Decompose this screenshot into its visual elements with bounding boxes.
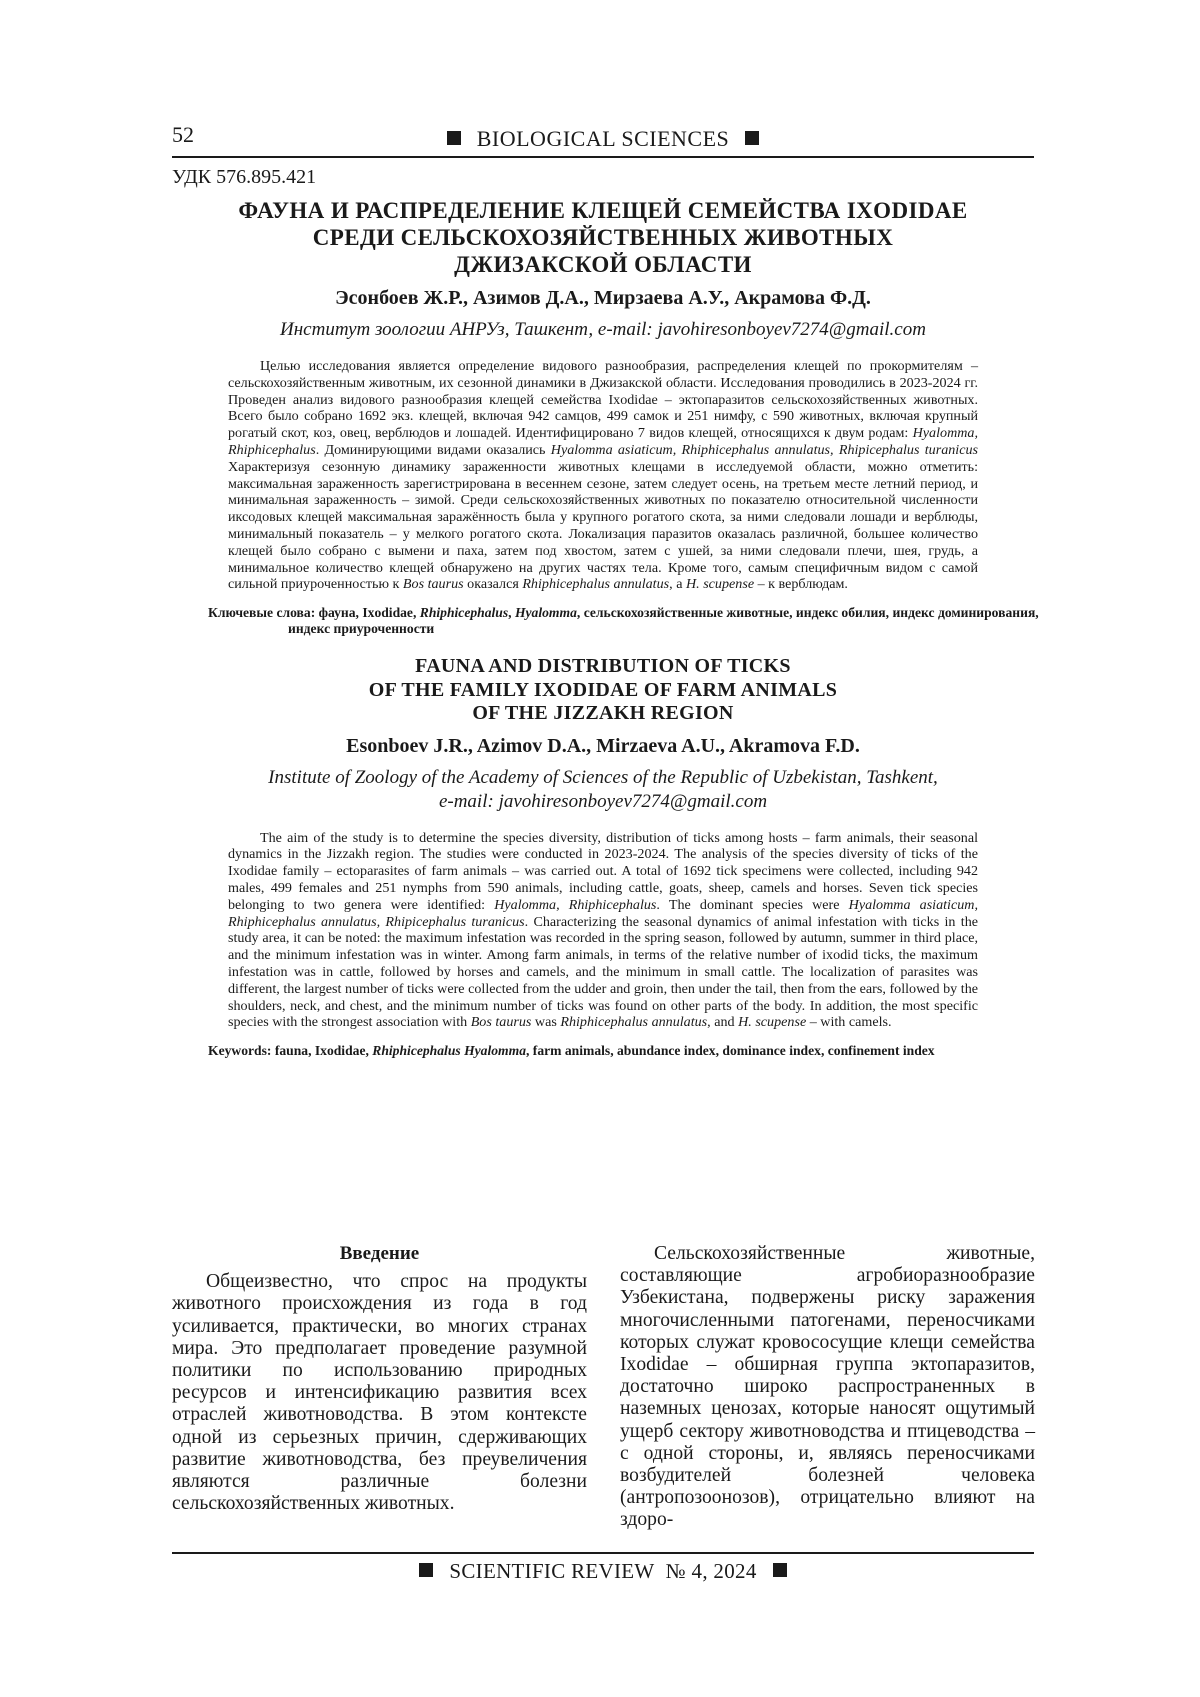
- section-name: BIOLOGICAL SCIENCES: [476, 126, 730, 151]
- ru-affiliation: Институт зоологии АНРУз, Ташкент, e-mail: javohiresonboyev7274@gmail.com: [280, 319, 926, 340]
- en-abstract-italic: Rhiphicephalus annulatus: [560, 1014, 708, 1031]
- ru-abstract-italic: Bos taurus: [402, 576, 464, 593]
- ru-keywords-text: , сельскохозяйственные животные, индекс обилия, индекс доминирования, индекс приуроченности: [288, 605, 1039, 637]
- en-abstract-text: – with camels.: [806, 1014, 892, 1031]
- en-abstract-italic: Hyalomma, Rhiphicephalus: [494, 896, 657, 913]
- ru-title-line: ФАУНА И РАСПРЕДЕЛЕНИЕ КЛЕЩЕЙ СЕМЕЙСТВА IXODIDAE: [238, 198, 968, 223]
- ru-keywords-text: Ключевые слова: фауна, Ixodidae,: [208, 605, 420, 621]
- ru-title: [172, 197, 1034, 278]
- square-bullet-icon: [419, 1563, 433, 1577]
- ru-keywords-italic: Rhiphicephalus: [419, 605, 509, 621]
- en-affiliation: [172, 766, 1034, 814]
- ru-keywords: [208, 605, 1078, 637]
- ru-abstract-text: – к верблюдам.: [754, 576, 848, 593]
- en-affiliation-line: e-mail: javohiresonboyev7274@gmail.com: [438, 790, 768, 812]
- article-page: [172, 118, 1039, 1583]
- intro-heading: Введение: [339, 1243, 420, 1264]
- en-abstract-text: . Characterizing the seasonal dynamics of animal infestation with ticks in the study area, it can be noted: the maximum infestation was recorded in the spring season, followed by autumn, summer in third place, and the minimum infestation was in winter. Among farm animals, in terms of the relative number of ixodid ticks, the maximum infestation was in cattle, followed by horses and camels, and the minimum in small cattle. The localization of parasites was different, the largest number of ticks were collected from the udder and groin, then under the tail, then from the ears, followed by the shoulders, neck, and chest, and the minimum number of ticks was found on other parts of the body. In addition, the most specific species with the strongest association with: [228, 913, 979, 1031]
- ru-authors: Эсонбоев Ж.Р., Азимов Д.А., Мирзаева А.У., Акрамова Ф.Д.: [335, 287, 871, 309]
- en-keywords: [208, 1043, 1078, 1059]
- page-header: [172, 118, 1034, 158]
- en-keywords-italic: Rhiphicephalus Hyalomma: [372, 1043, 526, 1059]
- ru-abstract-text: , а: [669, 576, 686, 593]
- en-abstract-text: was: [531, 1014, 561, 1031]
- ru-abstract-italic: Hyalomma, Rhiphicephalus: [228, 425, 978, 458]
- en-affiliation-line: Institute of Zoology of the Academy of Sciences of the Republic of Uzbekistan, Tashkent,: [268, 766, 938, 788]
- right-paragraph: Сельскохозяйственные животные, составляющие агробиоразнообразие Узбекистана, подвержены риску заражения многочисленными патогенами, переносчиками которых служат кровососущие клещи семейства Ixodidae – обширная группа эктопаразитов, достаточно широко распространенных в наземных ценозах, которые наносят ощутимый ущерб сектору животноводства и птицеводства – с одной стороны, и, являясь переносчиками возбудителей болезней человека (антропозоонозов), отрицательно влияют на здоро-: [620, 1243, 1035, 1531]
- ru-abstract-text: оказался: [463, 576, 523, 593]
- running-title: [172, 126, 1034, 152]
- en-title-line: FAUNA AND DISTRIBUTION OF TICKS: [415, 655, 791, 678]
- square-bullet-icon: [773, 1563, 787, 1577]
- en-keywords-text: Keywords: fauna, Ixodidae,: [208, 1043, 373, 1059]
- ru-abstract-italic: Rhiphicephalus annulatus: [522, 576, 670, 593]
- en-authors: Esonboev J.R., Azimov D.A., Mirzaeva A.U., Akramova F.D.: [346, 734, 860, 757]
- udk-code: УДК 576.895.421: [172, 166, 317, 188]
- en-abstract-text: . The dominant species were: [656, 896, 849, 913]
- issue-info: № 4, 2024: [665, 1559, 757, 1583]
- left-column: [172, 1243, 587, 1515]
- right-column: [620, 1243, 1035, 1532]
- journal-name: SCIENTIFIC REVIEW: [449, 1559, 655, 1583]
- en-abstract: [228, 830, 978, 1032]
- ru-title-line: СРЕДИ СЕЛЬСКОХОЗЯЙСТВЕННЫХ ЖИВОТНЫХ: [312, 225, 894, 250]
- ru-title-line: ДЖИЗАКСКОЙ ОБЛАСТИ: [454, 252, 752, 277]
- en-abstract-italic: Hyalomma asiaticum, Rhiphicephalus annulatus, Rhipicephalus turanicus: [228, 896, 978, 930]
- en-title-line: OF THE FAMILY IXODIDAE OF FARM ANIMALS: [368, 678, 838, 701]
- ru-abstract: [228, 358, 978, 593]
- ru-abstract-text: Характеризуя сезонную динамику зараженности животных клещами в исследуемой области, можно отметить: максимальная зараженность зарегистрирована в весеннем сезоне, затем следует осень, на третьем месте летний период, и минимальная зараженность – зимой. Среди сельскохозяйственных животных по показателю относительной численности иксодовых клещей максимальная заражённость была у крупного рогатого скота, за ними следовали лошади и верблюды, минимальный показатель – у мелкого рогатого скота. Локализация паразитов оказалась различной, большее количество клещей было собрано с вымени и паха, затем под хвостом, затем с ушей, за ними следовали плечи, шея, грудь, а минимальное количество клещей обнаружено на других частях тела. Кроме того, самым специфичным видом с самой сильной приуроченностью к: [228, 458, 978, 593]
- page-number: 52: [172, 122, 194, 147]
- ru-abstract-italic: H. scupense: [685, 576, 755, 593]
- page-footer: [172, 1552, 1034, 1584]
- ru-keywords-italic: Hyalomma: [514, 605, 577, 621]
- square-bullet-icon: [447, 131, 461, 145]
- en-abstract-italic: H. scupense: [738, 1014, 807, 1031]
- en-title: [172, 655, 1034, 726]
- square-bullet-icon: [745, 131, 759, 145]
- en-abstract-italic: Bos taurus: [470, 1014, 532, 1031]
- left-paragraph: Общеизвестно, что спрос на продукты животного происхождения из года в год усиливается, практически, во многих странах мира. Это предполагает проведение разумной политики по использованию природных ресурсов и интенсификацию развития всех отраслей животноводства. В этом контексте одной из серьезных причин, сдерживающих развитие животноводства, без преувеличения являются различные болезни сельскохозяйственных животных.: [172, 1271, 587, 1515]
- en-keywords-text: , farm animals, abundance index, dominance index, confinement index: [526, 1043, 935, 1059]
- ru-abstract-italic: Hyalomma asiaticum, Rhiphicephalus annulatus, Rhipicephalus turanicus: [550, 441, 978, 458]
- ru-abstract-text: . Доминирующими видами оказались: [315, 441, 551, 458]
- en-title-line: OF THE JIZZAKH REGION: [472, 702, 734, 725]
- en-abstract-text: The aim of the study is to determine the species diversity, distribution of ticks among hosts – farm animals, their seasonal dynamics in the Jizzakh region. The studies were conducted in 2023-2024. The analysis of the species diversity of ticks of the Ixodidae family – ectoparasites of farm animals – was carried out. A total of 1692 tick specimens were collected, including 942 males, 499 females and 251 nymphs from 590 animals, including cattle, goats, sheep, camels and horses. Seven tick species belonging to two genera were identified:: [228, 829, 978, 913]
- ru-abstract-text: Целью исследования является определение видового разнообразия, распределения клещей по прокормителям – сельскохозяйственным животным, их сезонной динамики в Джизакской области. Исследования проводились в 2023-2024 гг. Проведен анализ видового разнообразия клещей семейства Ixodidae – эктопаразитов сельскохозяйственных животных. Всего было собрано 1692 экз. клещей, включая 942 самцов, 499 самок и 251 нимфу, с 590 животных, включая крупный рогатый скот, коз, овец, верблюдов и лошадей. Идентифицировано 7 видов клещей, относящихся к двум родам:: [228, 358, 978, 442]
- en-abstract-text: , and: [707, 1014, 739, 1031]
- ru-keywords-text: ,: [508, 605, 515, 621]
